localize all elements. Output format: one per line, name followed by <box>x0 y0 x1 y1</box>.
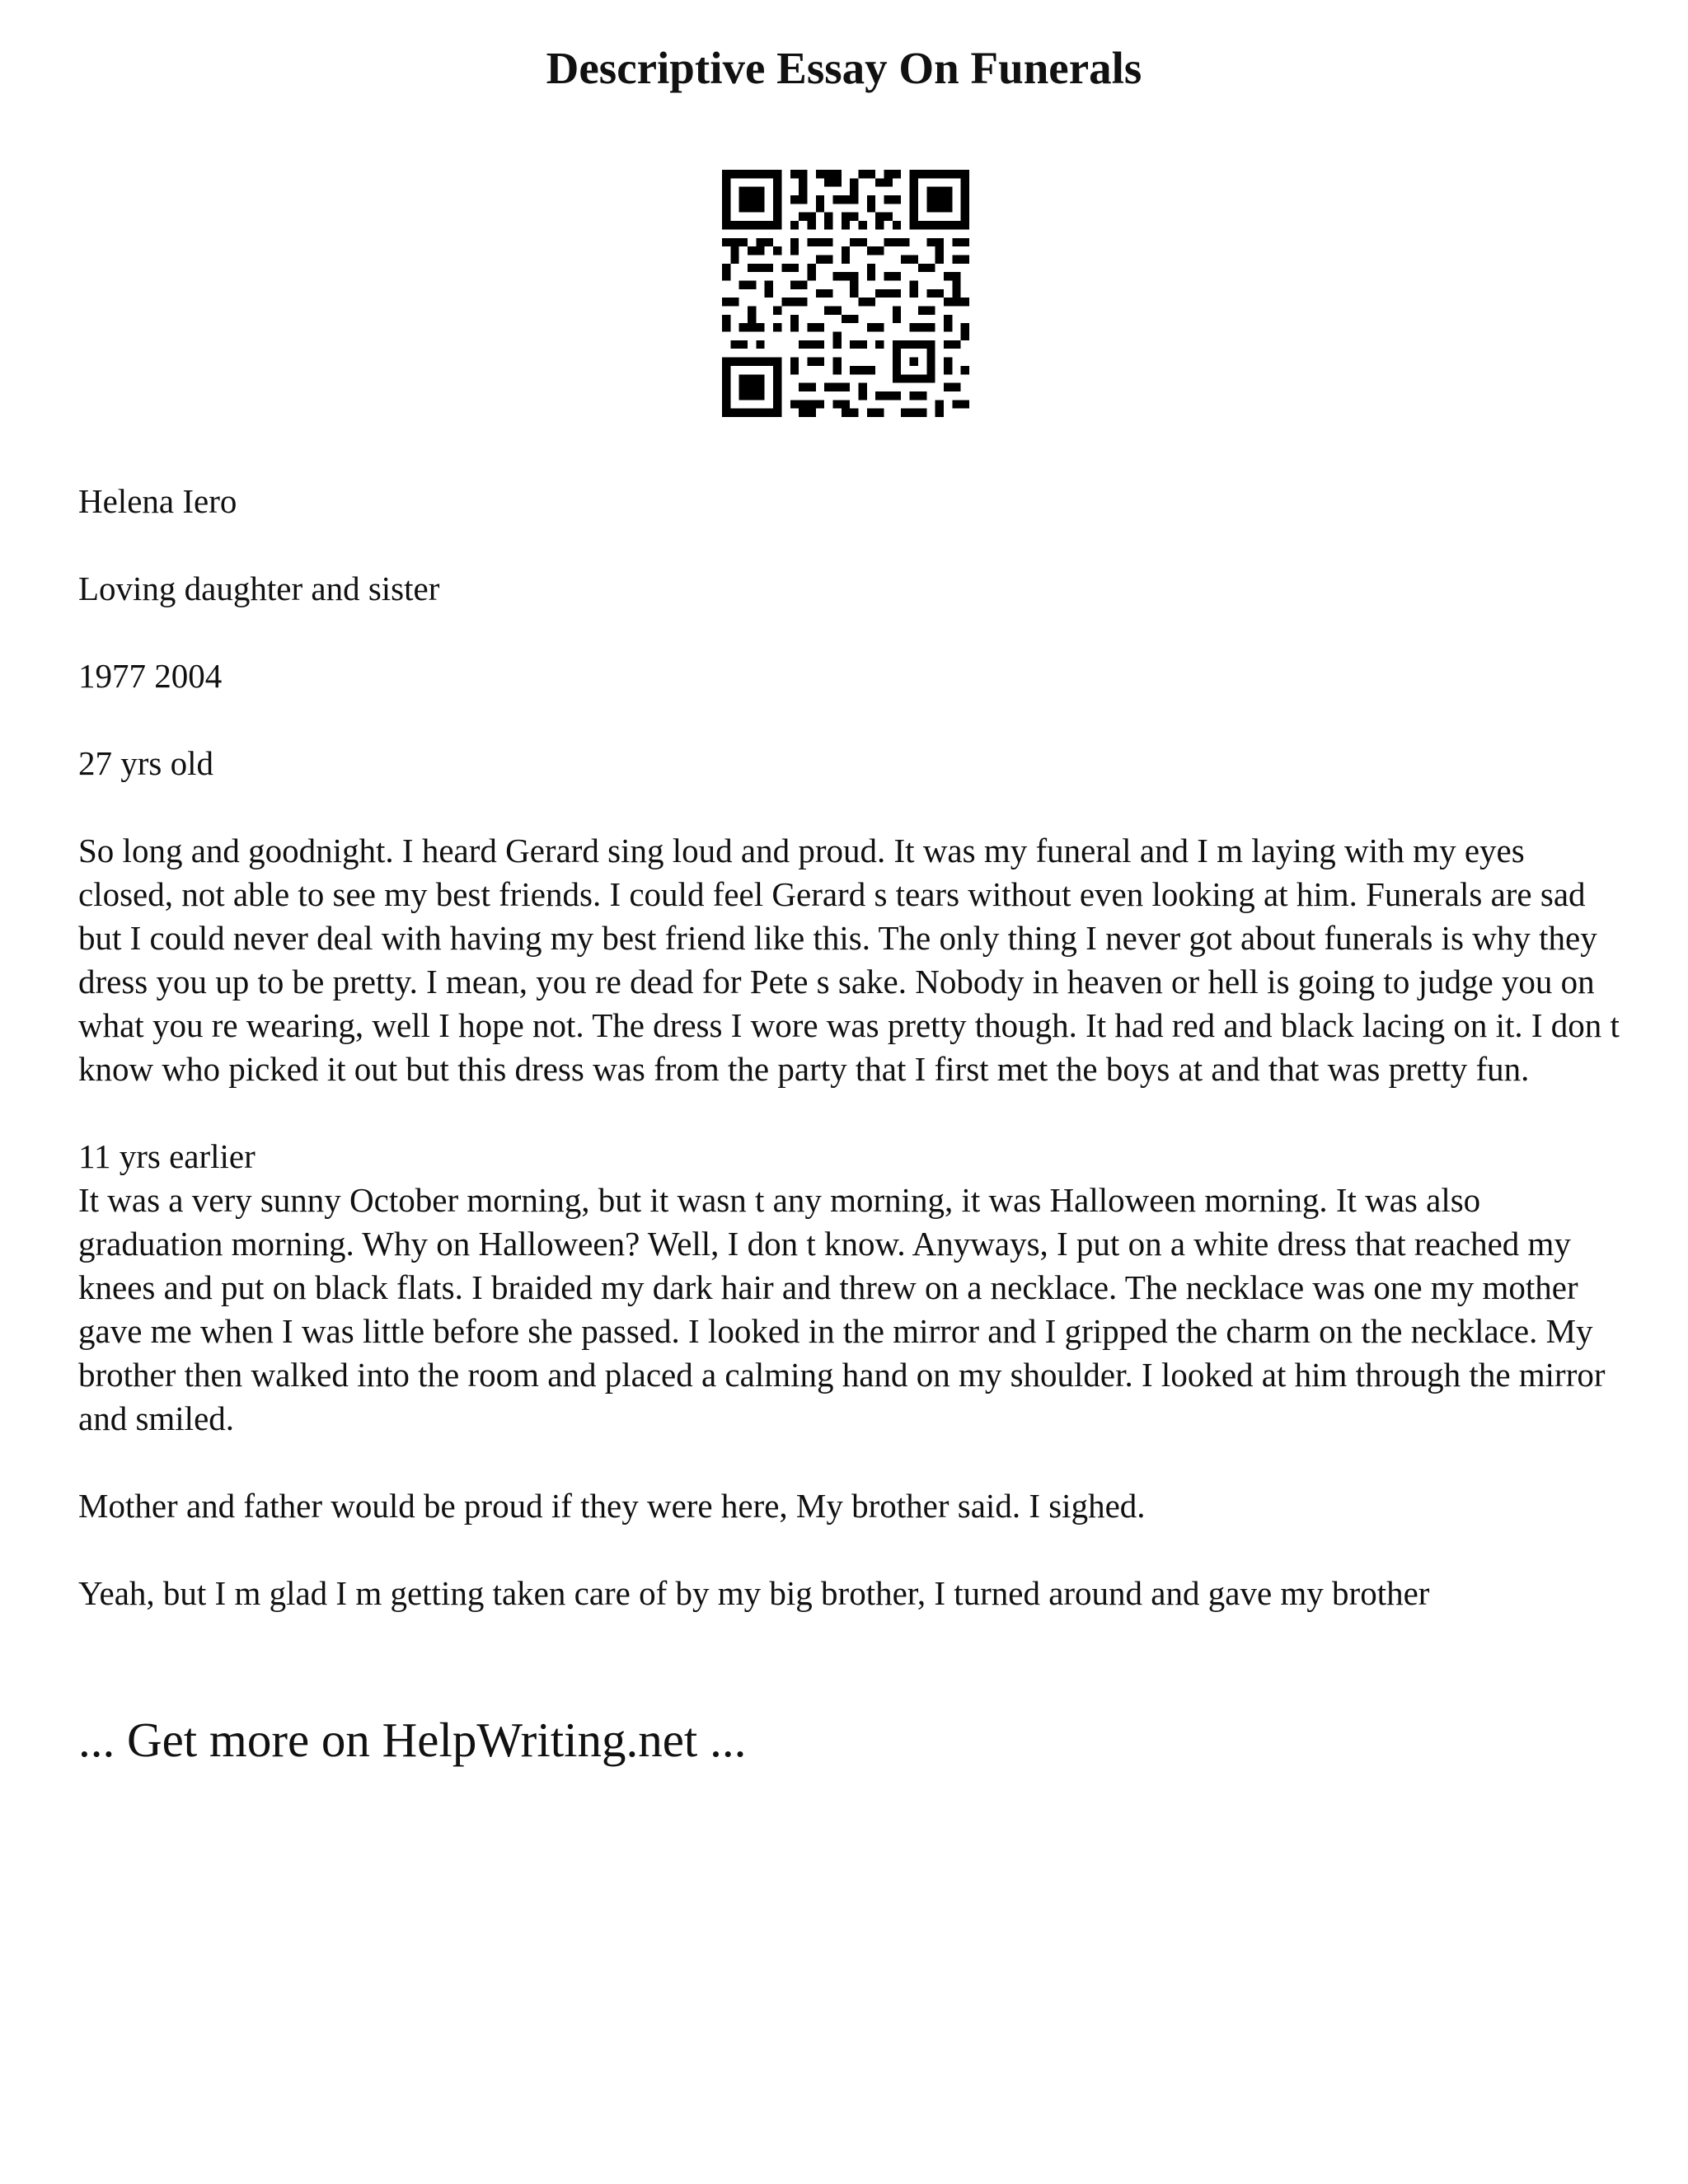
essay-body <box>78 480 1620 1659</box>
page-title: Descriptive Essay On Funerals <box>546 43 1142 93</box>
life-years: 1977 2004 <box>78 657 223 695</box>
author-name: Helena Iero <box>78 482 237 520</box>
paragraph: Yeah, but I m glad I m getting taken care of by my big brother, I turned around and gave my brother <box>78 1574 1430 1612</box>
footer-link[interactable]: ... Get more on HelpWriting.net ... <box>78 1713 747 1767</box>
paragraph: So long and goodnight. I heard Gerard sing loud and proud. It was my funeral and I m laying with my eyes closed, not able to see my best friends. I could feel Gerard s tears without even looking at him. Funerals are sad but I could never deal with having my best friend like this. The only thing I never got about funerals is why they dress you up to be pretty. I mean, you re dead for Pete s sake. Nobody in heaven or hell is going to judge you on what you re wearing, well I hope not. The dress I wore was pretty though. It had red and black lacing on it. I don t know who picked it out but this dress was from the party that I first met the boys at and that was pretty fun. <box>78 832 1620 1088</box>
section-heading: 11 yrs earlier <box>78 1137 256 1175</box>
qr-code-icon <box>722 170 969 417</box>
paragraph: It was a very sunny October morning, but it wasn t any morning, it was Halloween morning. It was also graduation morning. Why on Halloween? Well, I don t know. Anyways, I put on a white dress that reached my knees and put on black flats. I braided my dark hair and threw on a necklace. The necklace was one my mother gave me when I was little before she passed. I looked in the mirror and I gripped the charm on the necklace. My brother then walked into the room and placed a calming hand on my shoulder. I looked at him through the mirror and smiled. <box>78 1181 1606 1437</box>
age: 27 yrs old <box>78 744 213 782</box>
paragraph: Mother and father would be proud if they were here, My brother said. I sighed. <box>78 1487 1146 1525</box>
epitaph: Loving daughter and sister <box>78 569 440 607</box>
